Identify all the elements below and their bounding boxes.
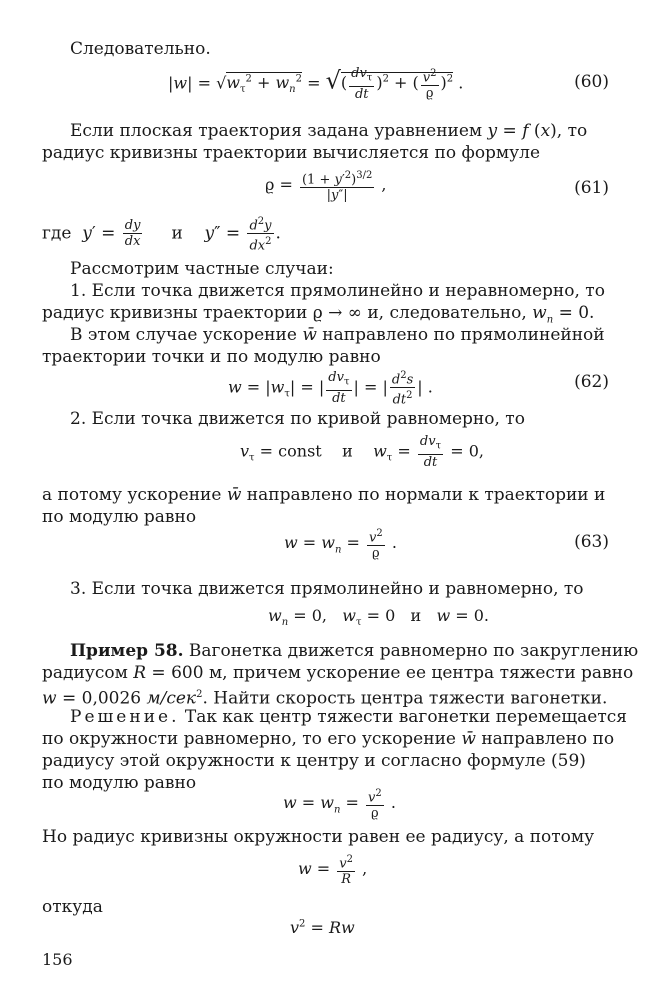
- text-line: Решение. Так как центр тяжести вагонетки перемещается: [70, 707, 627, 727]
- text-line: по модулю равно: [42, 773, 197, 793]
- text-line: Следовательно.: [70, 39, 211, 59]
- equation: $w = w_n$ = $\frac{v^2}{ϱ}$ .: [283, 788, 396, 822]
- text-line: 3. Если точка движется прямолинейно и равномерно, то: [70, 579, 584, 599]
- equation: w = $\frac{v^2}{R}$ ,: [298, 854, 368, 888]
- text-line: радиус кривизны траектории вычисляется по формуле: [42, 143, 541, 163]
- equation-number: (63): [574, 532, 609, 552]
- text-line: Пример 58. Вагонетка движется равномерно по закруглению: [70, 641, 639, 661]
- text-line: радиусом R = 600 м, причем ускорение ее центра тяжести равно: [42, 663, 634, 683]
- text-line: откуда: [42, 897, 103, 917]
- text-line: траектории точки и по модулю равно: [42, 347, 381, 367]
- equation: $w_n = 0$, $w_\tau = 0$ и w = 0.: [268, 606, 490, 629]
- text-line: где y′ = $\frac{dy}{dx}$ и y″ = $\frac{d^2y}{dx^2}$ .: [42, 216, 281, 254]
- equation-62: $w = |w_\tau|$ = | $\frac{dv_\tau}{dt}$ | = | $\frac{d^2s}{dt^2}$ | .: [228, 370, 433, 408]
- text-line: Рассмотрим частные случаи:: [70, 259, 334, 279]
- text-line: по окружности равномерно, то его ускорение w̄ направлено по: [42, 729, 615, 749]
- text-line: радиус кривизны траектории ϱ → ∞ и, следовательно, $w_n = 0$.: [42, 303, 595, 326]
- text-line: а потому ускорение w̄ направлено по нормали к траектории и: [42, 485, 606, 505]
- text-line: Но радиус кривизны окружности равен ее радиусу, а потому: [42, 827, 595, 847]
- equation: $v_\tau$ = const и $w_\tau$ = $\frac{dv_\tau}{dt}$ = 0,: [240, 434, 484, 470]
- equation-63: $w = w_n$ = $\frac{v^2}{ϱ}$ .: [284, 528, 397, 562]
- text-line: Если плоская траектория задана уравнением y = f (x), то: [70, 121, 588, 141]
- text-line: 1. Если точка движется прямолинейно и неравномерно, то: [70, 281, 605, 301]
- equation-number: (61): [574, 178, 609, 198]
- equation-61: ϱ = $\frac{(1 + y'^2)^{3/2}}{|y''|}$ ,: [265, 170, 387, 204]
- text-line: В этом случае ускорение w̄ направлено по прямолинейной: [70, 325, 605, 345]
- equation-number: (62): [574, 372, 609, 392]
- text-line: по модулю равно: [42, 507, 197, 527]
- page-number: 156: [42, 950, 73, 969]
- equation-number: (60): [574, 72, 609, 92]
- equation-60: $|w| = √w_\tau^2 + w_n^2$ = √( $\frac{dv_\tau}{dt}$ )$^2$ + ( $\frac{v^2}{ϱ}$ )$^2$ .: [168, 66, 464, 102]
- text-line: 2. Если точка движется по кривой равномерно, то: [70, 409, 525, 429]
- equation: $v^2 = Rw$: [290, 918, 355, 937]
- text-line: радиусу этой окружности к центру и согласно формуле (59): [42, 751, 586, 771]
- text-line: w = 0,0026 м/сек$^2$. Найти скорость центра тяжести вагонетки.: [42, 688, 608, 709]
